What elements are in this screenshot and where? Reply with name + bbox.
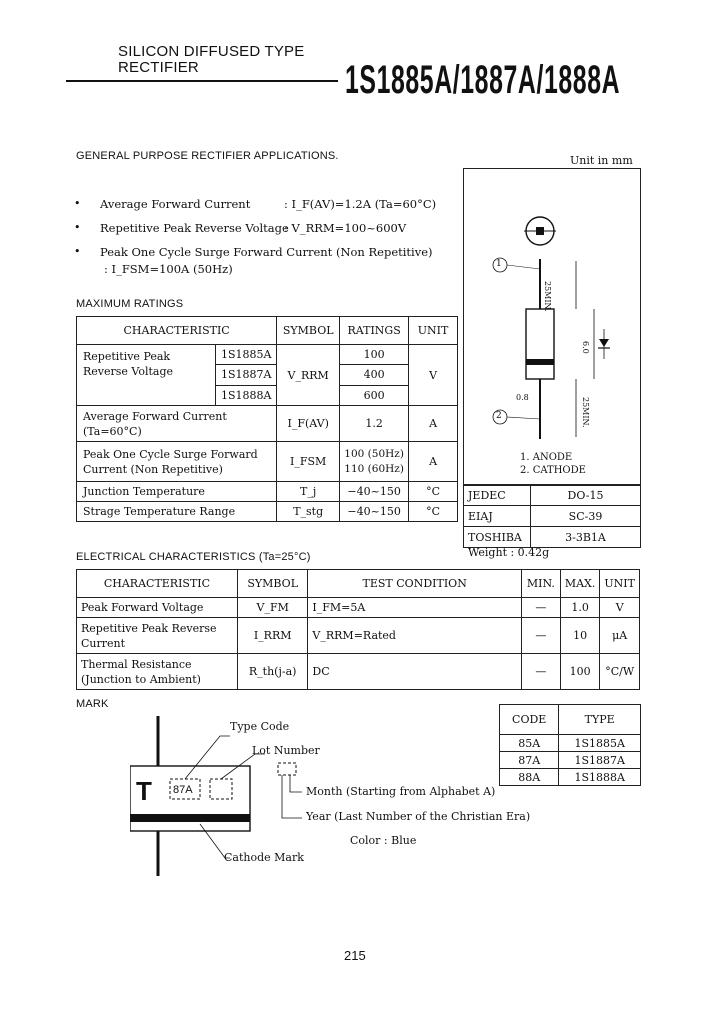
col-header: SYMBOL (237, 570, 308, 598)
vrrm-label: Repetitive Peak Reverse Voltage (83, 350, 174, 378)
bullet: • (74, 221, 81, 234)
callout-2: 2 (496, 411, 502, 421)
feature-label: Average Forward Current (100, 197, 251, 211)
weight: Weight : 0.42g (468, 546, 550, 559)
rating-unit: A (409, 406, 458, 442)
col-header: CHARACTERISTIC (77, 317, 277, 345)
col-header: CHARACTERISTIC (77, 570, 238, 598)
vrrm-unit: V (409, 345, 458, 406)
feature-value: : V_RRM=100~600V (284, 221, 407, 235)
std-org: EIAJ (464, 506, 531, 527)
diode-outline-drawing (464, 169, 640, 485)
elec-char: Peak Forward Voltage (77, 598, 238, 618)
year-label: Year (Last Number of the Christian Era) (306, 810, 531, 823)
callout-1: 1 (496, 259, 502, 269)
std-org: JEDEC (464, 485, 531, 506)
vrrm-value: 100 (340, 345, 409, 365)
vrrm-value: 400 (340, 365, 409, 385)
elec-unit: μA (600, 618, 640, 654)
mark-title: MARK (76, 698, 109, 710)
rating-char: Strage Temperature Range (77, 502, 277, 522)
features-list (74, 197, 454, 279)
col-header: RATINGS (340, 317, 409, 345)
elec-min: — (521, 598, 560, 618)
elec-max: 100 (560, 654, 600, 690)
rating-char: Peak One Cycle Surge Forward Current (Non Repetitive) (77, 442, 277, 482)
col-header: UNIT (600, 570, 640, 598)
elec-min: — (521, 654, 560, 690)
std-org: TOSHIBA (464, 527, 531, 548)
unit-note: Unit in mm (570, 154, 633, 167)
rating-char: Average Forward Current (Ta=60°C) (77, 406, 277, 442)
code-type: 1S1885A (559, 735, 641, 752)
vrrm-char-cell (77, 345, 277, 406)
col-header: TYPE (559, 705, 641, 735)
elec-cond: V_RRM=Rated (308, 618, 522, 654)
elec-cond: DC (308, 654, 522, 690)
elec-symbol: V_FM (237, 598, 308, 618)
lot-number-label: Lot Number (252, 744, 320, 757)
code-value: 87A (500, 752, 559, 769)
rating-value: −40~150 (340, 502, 409, 522)
cathode-mark-label: Cathode Mark (224, 851, 304, 864)
vrrm-part: 1S1885A (216, 345, 276, 365)
rating-symbol: T_j (277, 482, 340, 502)
code-value: 88A (500, 769, 559, 786)
col-header: UNIT (409, 317, 458, 345)
type-code-label: Type Code (230, 720, 290, 733)
col-header: MIN. (521, 570, 560, 598)
rating-value: 100 (50Hz) 110 (60Hz) (340, 442, 409, 482)
applications-title: GENERAL PURPOSE RECTIFIER APPLICATIONS. (76, 150, 339, 162)
rating-char: Junction Temperature (77, 482, 277, 502)
vrrm-part: 1S1888A (220, 388, 272, 402)
device-type-line2: RECTIFIER (118, 59, 199, 76)
toshiba-logo-mark: T (136, 776, 152, 806)
vrrm-symbol: V_RRM (277, 345, 340, 406)
col-header: CODE (500, 705, 559, 735)
header-rule (66, 80, 338, 82)
feature-item (74, 221, 454, 245)
rating-value: −40~150 (340, 482, 409, 502)
elec-max: 10 (560, 618, 600, 654)
std-value: SC-39 (531, 506, 641, 527)
elec-char: Repetitive Peak Reverse Current (77, 618, 238, 654)
elec-title: ELECTRICAL CHARACTERISTICS (Ta=25°C) (76, 551, 311, 563)
elec-symbol: I_RRM (237, 618, 308, 654)
vrrm-value: 600 (340, 385, 409, 405)
elec-max: 1.0 (560, 598, 600, 618)
elec-unit: °C/W (600, 654, 640, 690)
elec-char: Thermal Resistance (Junction to Ambient) (77, 654, 238, 690)
elec-symbol: R_th(j-a) (237, 654, 308, 690)
dim-lead-diameter: 0.8 (516, 393, 529, 402)
col-header: SYMBOL (277, 317, 340, 345)
color-label: Color : Blue (350, 834, 417, 847)
page-number: 215 (344, 948, 366, 963)
rating-unit: A (409, 442, 458, 482)
device-type-line1: SILICON DIFFUSED TYPE (118, 43, 305, 60)
rating-unit: °C (409, 482, 458, 502)
std-value: 3-3B1A (531, 527, 641, 548)
feature-value: : I_FSM=100A (50Hz) (104, 262, 233, 276)
part-number: 1S1885A/1887A/1888A (345, 58, 621, 102)
rating-unit: °C (409, 502, 458, 522)
max-ratings-table (76, 316, 458, 522)
elec-table (76, 569, 640, 690)
max-ratings-title: MAXIMUM RATINGS (76, 298, 184, 310)
rating-symbol: I_FSM (277, 442, 340, 482)
rating-symbol: I_F(AV) (277, 406, 340, 442)
feature-item (74, 197, 454, 221)
code-type: 1S1888A (559, 769, 641, 786)
package-outline-box (463, 168, 641, 486)
std-value: DO-15 (531, 485, 641, 506)
month-label: Month (Starting from Alphabet A) (306, 785, 496, 798)
code-value: 85A (500, 735, 559, 752)
elec-cond: I_FM=5A (308, 598, 522, 618)
feature-value: : I_F(AV)=1.2A (Ta=60°C) (284, 197, 437, 211)
pin-cathode: 2. CATHODE (520, 465, 586, 476)
dim-lead-length-2: 25MIN. (581, 397, 590, 428)
bullet: • (74, 197, 81, 210)
rating-symbol: T_stg (277, 502, 340, 522)
bullet: • (74, 245, 81, 258)
device-type (118, 44, 304, 76)
elec-min: — (521, 618, 560, 654)
dim-lead-length-1: 25MIN. (543, 281, 552, 312)
code-type: 1S1887A (559, 752, 641, 769)
code-table (499, 704, 641, 786)
dim-body-length: 6.0 (581, 341, 590, 354)
feature-label: Peak One Cycle Surge Forward Current (Non Repetitive) (100, 245, 433, 259)
feature-item (74, 245, 454, 279)
elec-unit: V (600, 598, 640, 618)
pin-anode: 1. ANODE (520, 452, 573, 463)
vrrm-part: 1S1887A (216, 365, 276, 385)
col-header: MAX. (560, 570, 600, 598)
standards-table (463, 484, 641, 548)
col-header: TEST CONDITION (308, 570, 522, 598)
feature-label: Repetitive Peak Reverse Voltage (100, 221, 289, 235)
rating-value: 1.2 (340, 406, 409, 442)
sample-type-code: 87A (173, 784, 193, 796)
